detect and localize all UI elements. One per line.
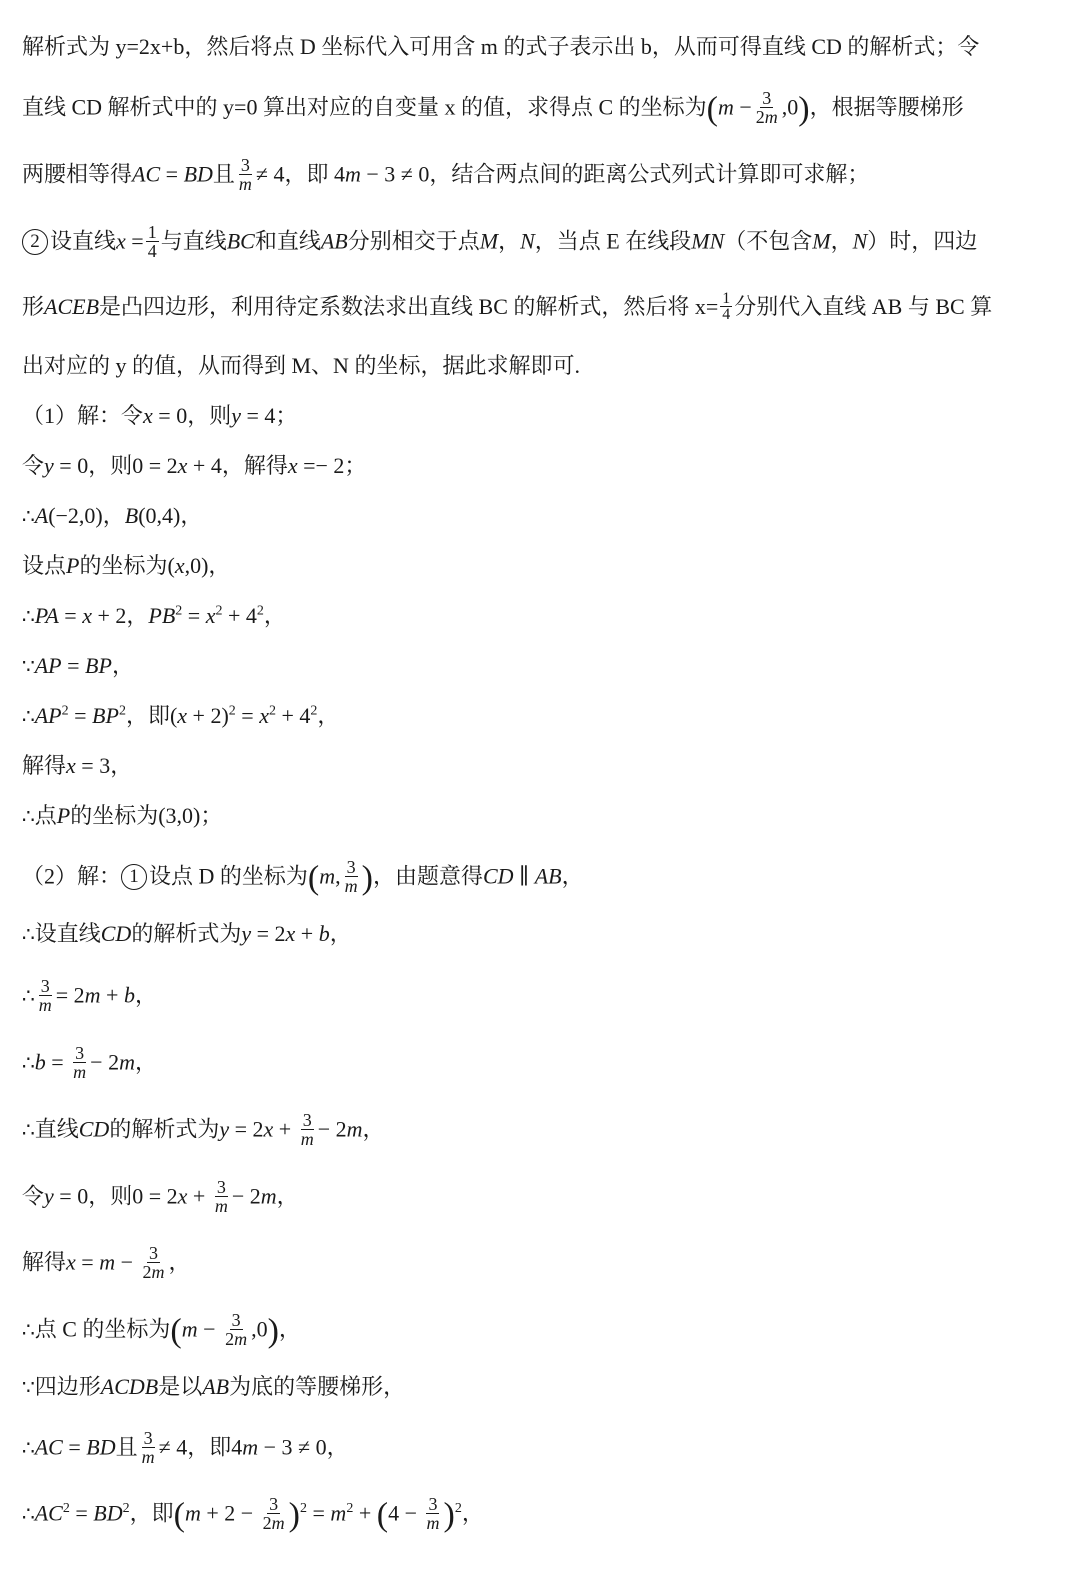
part2-line-2: ∴设直线CD的解析式为y = 2x + b， (22, 921, 352, 946)
part1-line-7: $\therefore AP^2 = BP^2$，即$(x + 2)^2 = x^2 + 4^2$， (22, 703, 340, 728)
part1-heading: （1）解：令 (22, 403, 144, 428)
part1-line-2: 令y = 0，则0 = 2x + 4，解得x =− 2； (22, 453, 367, 478)
intro-text-5c: 分别代入直线 AB 与 BC 算 (734, 294, 993, 319)
part2-then: ，则 (88, 1183, 133, 1209)
part1-line-1: （1）解：令x = 0，则y = 4； (22, 403, 298, 428)
intro-text-3a: 两腰相等得 (22, 161, 133, 187)
part2-line-8: ∴点 C 的坐标为(m − $\frac{3}{2m}$ ,0)， (22, 1310, 301, 1350)
therefore-symbol: ∴ (22, 1501, 35, 1526)
circled-one: 1 (121, 864, 147, 890)
part2-line-11: $\therefore AC^2 = BD^2$，即(m + 2 − $\frac{3}{2m}$ )$^2 = m^2 + (4$ − $\frac{3}{m}$ )$^2$， (22, 1494, 484, 1534)
part2-line-9: ∵四边形ACDB是以AB为底的等腰梯形， (22, 1374, 406, 1399)
part2-line-4: ∴b = $\frac{3}{m}$ − 2m， (22, 1043, 157, 1082)
intro-text-4c: 和直线 (254, 228, 321, 254)
intro-text-5a: 形 (22, 294, 45, 319)
part2-line-6: 令y = 0，则0 = 2x + $\frac{3}{m}$ − 2m， (22, 1177, 299, 1216)
part2-solvex: 解得 (22, 1249, 67, 1275)
part1-line-4: 设点P的坐标为(x,0)， (22, 553, 231, 578)
part2-line-5: ∴直线CD的解析式为y = 2x + $\frac{3}{m}$ − 2m， (22, 1110, 385, 1149)
part1-line-8: 解得x = 3， (22, 753, 133, 778)
part2-ie: ，即 (187, 1434, 232, 1460)
intro-text-4g: ）时，四边 (867, 228, 978, 254)
part2-fromq: ，由题意得 (372, 863, 483, 889)
part2-let: 令 (22, 1183, 45, 1209)
intro-text-3c: ，结合两点间的距离公式列式计算即可求解； (429, 161, 870, 187)
part1-let: 令 (22, 453, 45, 478)
part2-heading: （2）解： (22, 863, 122, 889)
part2-setcd2: 的解析式为 (131, 921, 242, 946)
therefore-symbol: ∴ (22, 1317, 35, 1342)
part2-linecd: 直线 (34, 1116, 79, 1142)
part1-then2: ，则 (88, 453, 133, 478)
therefore-symbol: ∴ (22, 1117, 35, 1142)
part2-setd: 设点 D 的坐标为 (149, 863, 308, 889)
part1-line-3: ∴A(−2,0)，B(0,4)， (22, 503, 203, 528)
part2-linecd2: 的解析式为 (109, 1116, 220, 1142)
part2-line-7: 解得x = m − $\frac{3}{2m}$ ， (22, 1243, 191, 1282)
therefore-symbol: ∴ (22, 604, 35, 628)
therefore-symbol: ∴ (22, 1050, 35, 1075)
therefore-symbol: ∴ (22, 1435, 35, 1460)
circled-two: 2 (22, 229, 48, 255)
intro-text-4f: （不包含 (724, 228, 813, 254)
intro-line-2: 直线 CD 解析式中的 y=0 算出对应的自变量 x 的值，求得点 C 的坐标为(m − $\frac{3}{2m}$ ,0)，根据等腰梯形 (22, 88, 964, 128)
intro-text-4b: 与直线 (160, 228, 227, 254)
part1-setp: 设点 (22, 553, 67, 578)
therefore-symbol: ∴ (22, 922, 35, 946)
intro-text-6: 出对应的 y 的值，从而得到 M、N 的坐标，据此求解即可. (22, 353, 580, 378)
intro-text-4a: 设直线 (50, 228, 117, 254)
because-symbol: ∵ (22, 654, 35, 678)
part2-line-1: （2）解： 1 设点 D 的坐标为(m, $\frac{3}{m}$ )，由题意得CD ∥ AB， (22, 857, 584, 897)
intro-line-1 (22, 32, 1058, 62)
intro-text-4d: 分别相交于点 (347, 228, 480, 254)
part1-solvex: 解得 (22, 753, 67, 778)
part1-line-9: ∴点P的坐标为(3,0)； (22, 803, 223, 828)
intro-text-3b: ，即 (284, 161, 329, 187)
part1-line-6: ∵AP = BP， (22, 653, 134, 678)
therefore-symbol: ∴ (22, 504, 35, 528)
intro-text-2b: ，根据等腰梯形 (809, 94, 964, 120)
part1-then: ，则 (187, 403, 232, 428)
part2-and: 且 (115, 1434, 138, 1460)
part2-setcd: 设直线 (34, 921, 101, 946)
part2-line-3: ∴ $\frac{3}{m}$ = 2m + b， (22, 976, 157, 1015)
intro-line-3: 两腰相等得AC = BD且 $\frac{3}{m}$ ≠ 4，即 4m − 3 ≠ 0，结合两点间的距离公式列式计算即可求解； (22, 155, 870, 194)
part1-solve: ，解得 (221, 453, 288, 478)
therefore-symbol: ∴ (22, 804, 35, 828)
part2-quad3: 为底的等腰梯形， (229, 1374, 406, 1399)
intro-text-1: 解析式为 y=2x+b，然后将点 D 坐标代入可用含 m 的式子表示出 b，从而可得直线 CD 的解析式；令 (22, 34, 980, 59)
because-symbol: ∵ (22, 1375, 35, 1399)
part2-line-10: ∴AC = BD且 $\frac{3}{m}$ ≠ 4，即4m − 3 ≠ 0， (22, 1428, 349, 1467)
part1-line-5: ∴PA = x + 2，$PB^2 = x^2 + 4^2$， (22, 603, 286, 628)
part1-setp2: 的坐标为 (79, 553, 168, 578)
therefore-symbol: ∴ (22, 983, 35, 1008)
intro-text-2a: 直线 CD 解析式中的 y=0 算出对应的自变量 x 的值，求得点 C 的坐标为 (22, 94, 707, 120)
intro-line-5: 形ACEB是凸四边形，利用待定系数法求出直线 BC 的解析式，然后将 x= $\frac{1}{4}$ 分别代入直线 AB 与 BC 算 (22, 290, 993, 324)
part2-ie2: ，即 (129, 1500, 174, 1526)
fraction: $\frac{3}{2m}$ (755, 88, 778, 127)
intro-text-4e: ，当点 E 在线段 (534, 228, 692, 254)
part2-quad: 四边形 (34, 1374, 101, 1399)
part2-quad2: 是以 (158, 1374, 203, 1399)
therefore-symbol: ∴ (22, 704, 35, 728)
part2-pointc: 点 C 的坐标为 (34, 1316, 171, 1342)
intro-line-6 (22, 351, 1058, 381)
intro-text-5b: 是凸四边形，利用待定系数法求出直线 BC 的解析式，然后将 x= (99, 294, 719, 319)
part1-pointp2: 的坐标为 (70, 803, 159, 828)
part1-pointp: 点 (34, 803, 57, 828)
intro-line-4: 2 设直线x = $\frac{1}{4}$ 与直线BC和直线AB分别相交于点M，N，当点 E 在线段MN（不包含M，N）时，四边 (22, 225, 1058, 262)
